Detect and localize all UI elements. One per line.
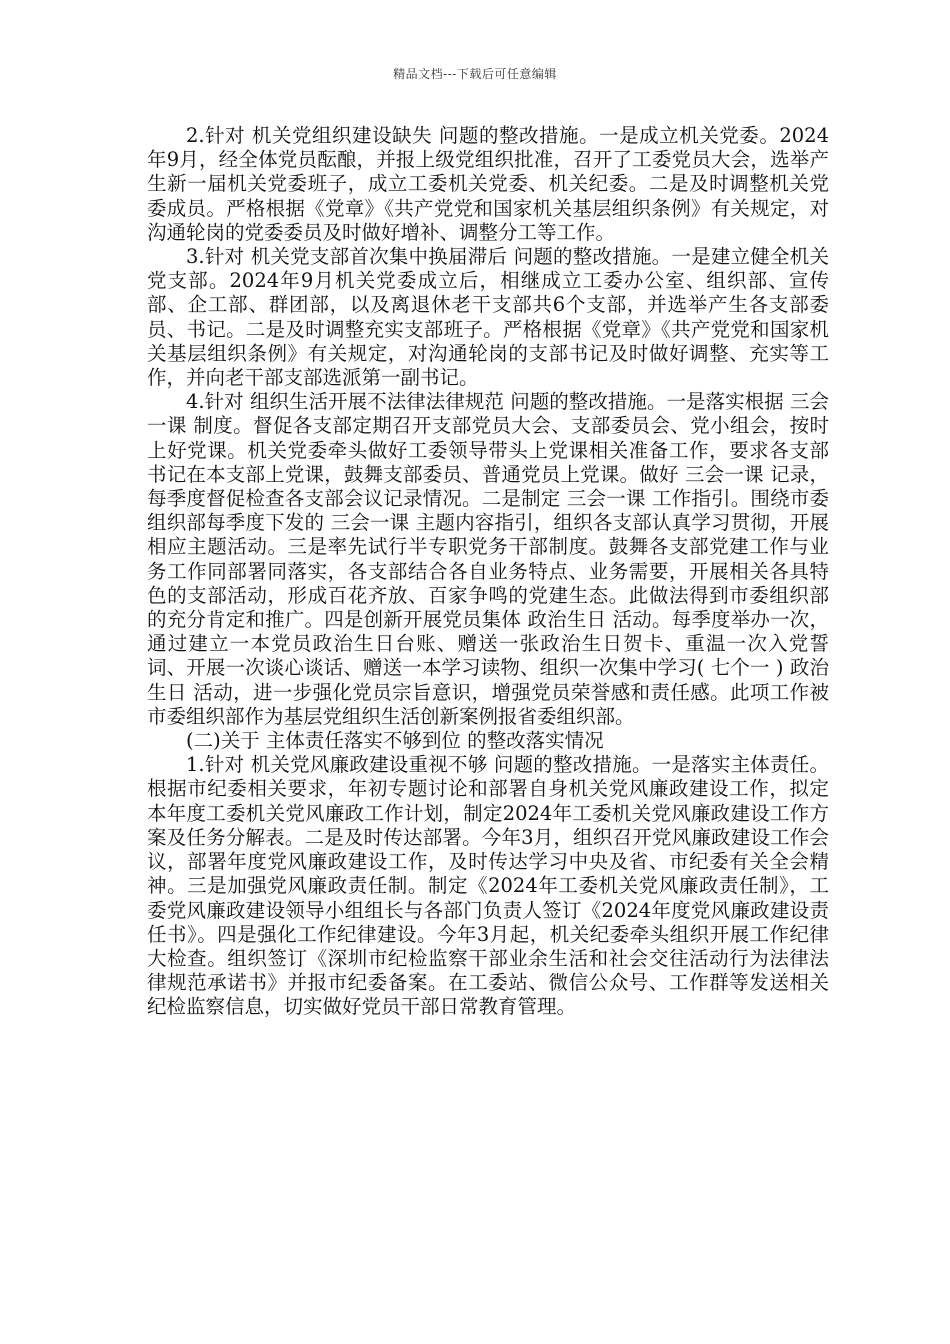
paragraph-branch-election: 3.针对 机关党支部首次集中换届滞后 问题的整改措施。一是建立健全机关党支部。2024年9月机关党委成立后，相继成立工委办公室、组织部、宣传部、企工部、群团部，以及离退休老干支部共6个支部，并选举产生各支部委员、书记。二是及时调整充实支部班子。严格根据《党章》《共产党党和国家机关基层组织条例》有关规定，对沟通轮岗的支部书记及时做好调整、充实等工作，并向老干部支部选派第一副书记。 xyxy=(147,245,829,390)
section-heading-responsibility: (二)关于 主体责任落实不够到位 的整改落实情况 xyxy=(186,729,604,753)
paragraph-org-life: 4.针对 组织生活开展不法律法律规范 问题的整改措施。一是落实根据 三会一课 制度。督促各支部定期召开支部党员大会、支部委员会、党小组会，按时上好党课。机关党委牵头做好工委领导带头上党课相关准备工作，要求各支部书记在本支部上党课，鼓舞支部委员、普通党员上党课。做好 三会一课 记录，每季度督促检查各支部会议记录情况。二是制定 三会一课 工作指引。围绕市委组织部每季度下发的 三会一课 主题内容指引，组织各支部认真学习贯彻，开展相应主题活动。三是率先试行半专职党务干部制度。鼓舞各支部党建工作与业务工作同部署同落实，各支部结合各自业务特点、业务需要，开展相关各具特色的支部活动，形成百花齐放、百家争鸣的党建生态。此做法得到市委组织部的充分肯定和推广。四是创新开展党员集体 政治生日 活动。每季度举办一次，通过建立一本党员政治生日台账、赠送一张政治生日贺卡、重温一次入党誓词、开展一次谈心谈话、赠送一本学习读物、组织一次集中学习( 七个一 ) 政治生日 活动，进一步强化党员宗旨意识，增强党员荣誉感和责任感。此项工作被市委组织部作为基层党组织生活创新案例报省委组织部。 xyxy=(147,390,829,728)
page-header: 精品文档---下载后可任意编辑 xyxy=(393,67,557,81)
paragraph-org-building: 2.针对 机关党组织建设缺失 问题的整改措施。一是成立机关党委。2024年9月，经全体党员酝酿，并报上级党组织批准，召开了工委党员大会，选举产生新一届机关党委班子，成立工委机关党委、机关纪委。二是及时调整机关党委成员。严格根据《党章》《共产党党和国家机关基层组织条例》有关规定，对沟通轮岗的党委委员及时做好增补、调整分工等工作。 xyxy=(147,124,829,244)
document-body xyxy=(147,124,829,1020)
paragraph-integrity-building: 1.针对 机关党风廉政建设重视不够 问题的整改措施。一是落实主体责任。根据市纪委相关要求，年初专题讨论和部署自身机关党风廉政建设工作，拟定本年度工委机关党风廉政工作计划，制定2024年工委机关党风廉政建设工作方案及任务分解表。二是及时传达部署。今年3月，组织召开党风廉政建设工作会议，部署年度党风廉政建设工作，及时传达学习中央及省、市纪委有关全会精神。三是加强党风廉政责任制。制定《2024年工委机关党风廉政责任制》，工委党风廉政建设领导小组组长与各部门负责人签订《2024年度党风廉政建设责任书》。四是强化工作纪律建设。今年3月起，机关纪委牵头组织开展工作纪律大检查。组织签订《深圳市纪检监察干部业余生活和社会交往活动行为法律法律规范承诺书》并报市纪委备案。在工委站、微信公众号、工作群等发送相关纪检监察信息，切实做好党员干部日常教育管理。 xyxy=(147,753,829,1019)
